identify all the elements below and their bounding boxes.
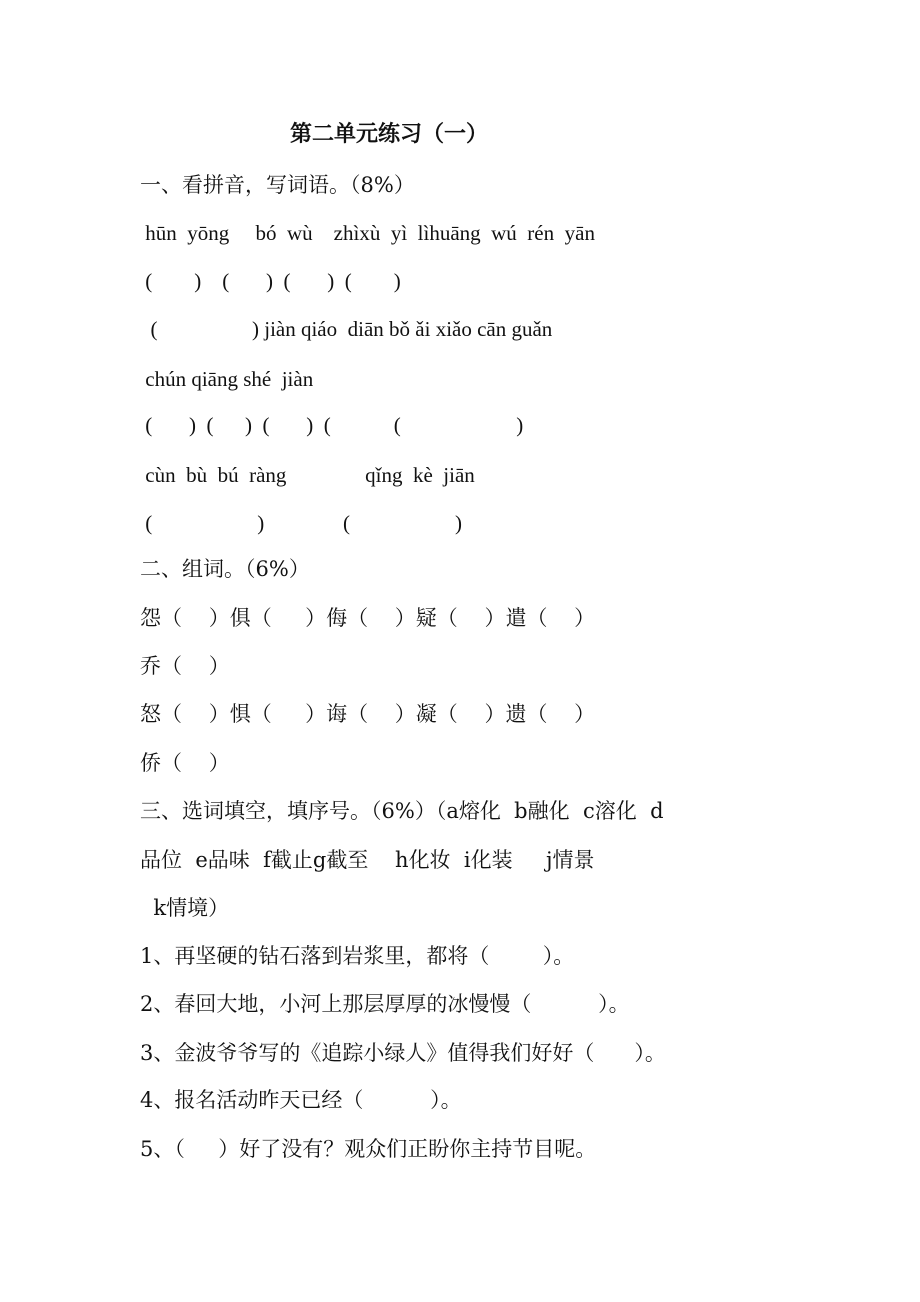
pinyin-line-3: chún qiāng shé jiàn <box>140 367 314 391</box>
question-2: 2、春回大地，小河上那层厚厚的冰慢慢（ ）。 <box>140 992 630 1016</box>
question-4: 4、报名活动昨天已经（ ）。 <box>140 1088 462 1112</box>
answer-blanks-3: ( ) ( ) <box>140 511 462 535</box>
word-group-row-2b: 侨（ ） <box>140 751 230 775</box>
pinyin-line-1: hūn yōng bó wù zhìxù yì lìhuāng wú rén yān <box>140 221 595 245</box>
question-1: 1、再坚硬的钻石落到岩浆里，都将（ ）。 <box>140 944 575 968</box>
word-group-row-1: 怨（ ）俱（ ）侮（ ）疑（ ）遣（ ） <box>140 606 596 630</box>
pinyin-line-2: ( ) jiàn qiáo diān bǒ ǎi xiǎo cān guǎn <box>140 317 553 341</box>
section2-heading: 二、组词。（6%） <box>140 557 310 581</box>
word-group-row-1b: 乔（ ） <box>140 654 230 678</box>
section3-heading: 三、选词填空，填序号。（6%）（a熔化 b融化 c溶化 d <box>140 799 664 823</box>
word-group-row-2: 怒（ ）惧（ ）诲（ ）凝（ ）遗（ ） <box>140 702 596 726</box>
section1-heading: 一、看拼音，写词语。（8%） <box>140 173 415 197</box>
answer-blanks-1: ( ) ( ) ( ) ( ) <box>140 269 401 293</box>
page-title: 第二单元练习（一） <box>290 122 489 147</box>
section3-options-2: k情境） <box>140 896 230 920</box>
pinyin-line-4: cùn bù bú ràng qǐng kè jiān <box>140 463 475 487</box>
section3-options-1: 品位 e品味 f截止g截至 h化妆 i化装 j情景 <box>140 848 595 872</box>
answer-blanks-2: ( ) ( ) ( ) ( ( ) <box>140 413 524 437</box>
question-5: 5、（ ）好了没有？观众们正盼你主持节目呢。 <box>140 1137 597 1161</box>
question-3: 3、金波爷爷写的《追踪小绿人》值得我们好好（ ）。 <box>140 1041 666 1065</box>
